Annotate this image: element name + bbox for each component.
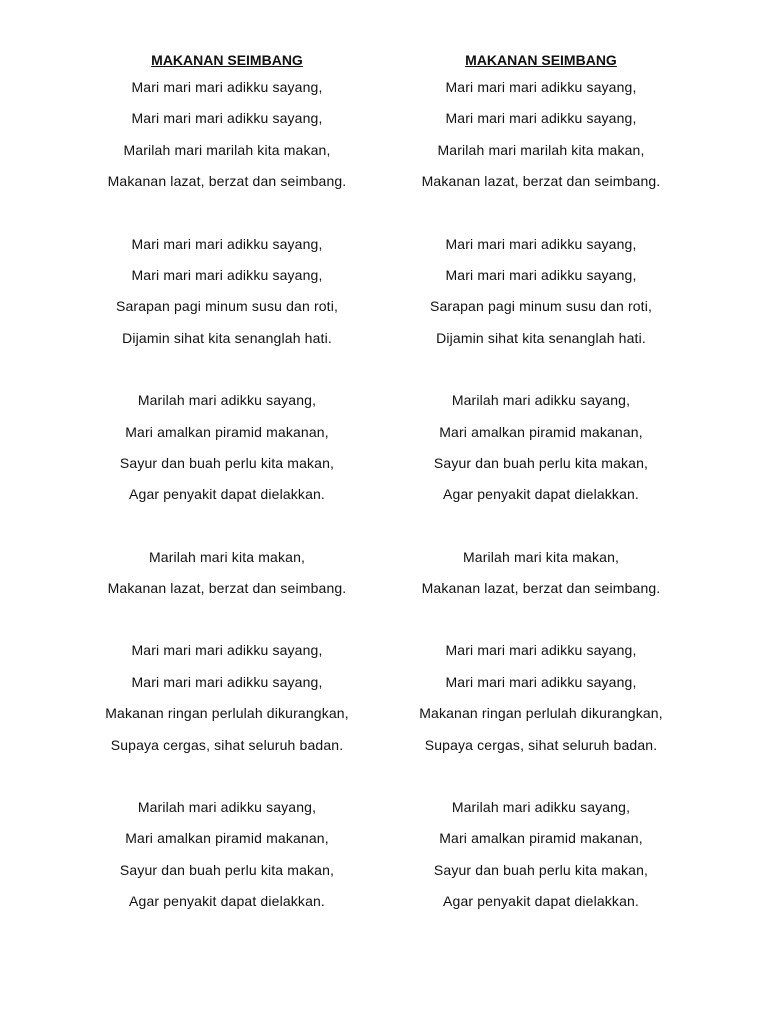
lyric-line: Agar penyakit dapat dielakkan. [443, 893, 639, 910]
lyric-line: Supaya cergas, sihat seluruh badan. [424, 736, 658, 753]
lyric-line: Mari mari mari adikku sayang, [445, 79, 637, 95]
lyric-line: Marilah mari adikku sayang, [451, 392, 631, 409]
lyric-line: Mari mari mari adikku sayang, [445, 235, 637, 252]
lyric-line: Agar penyakit dapat dielakkan. [443, 486, 639, 503]
stanza [62, 546, 392, 609]
lyric-line: Mari mari mari adikku sayang, [445, 266, 637, 283]
lyric-line: Agar penyakit dapat dielakkan. [129, 893, 325, 910]
stanza-list [376, 76, 706, 922]
lyric-line: Makanan ringan perlulah dikurangkan, [105, 705, 349, 722]
lyric-line: Mari mari mari adikku sayang, [445, 110, 637, 127]
lyric-line: Makanan lazat, berzat dan seimbang. [107, 173, 347, 190]
stanza [376, 233, 706, 359]
lyric-line: Sarapan pagi minum susu dan roti, [115, 298, 339, 315]
lyric-line: Dijamin sihat kita senanglah hati. [122, 329, 332, 346]
lyric-line: Marilah mari marilah kita makan, [123, 141, 331, 158]
lyrics-column-right [376, 48, 706, 953]
lyric-line: Mari amalkan piramid makanan, [439, 830, 643, 847]
lyric-line: Marilah mari kita makan, [462, 548, 620, 565]
stanza [62, 389, 392, 515]
stanza [62, 639, 392, 765]
lyric-line: Mari mari mari adikku sayang, [131, 79, 323, 95]
lyric-line: Marilah mari kita makan, [148, 548, 306, 565]
lyric-line: Sarapan pagi minum susu dan roti, [429, 298, 653, 315]
song-title: MAKANAN SEIMBANG [151, 52, 303, 68]
song-title: MAKANAN SEIMBANG [465, 52, 617, 68]
lyric-line: Mari amalkan piramid makanan, [125, 423, 329, 440]
lyric-line: Dijamin sihat kita senanglah hati. [436, 329, 646, 346]
lyric-line: Supaya cergas, sihat seluruh badan. [110, 736, 344, 753]
lyric-line: Makanan ringan perlulah dikurangkan, [419, 705, 663, 722]
lyric-line: Makanan lazat, berzat dan seimbang. [421, 580, 661, 597]
stanza-list [62, 76, 392, 922]
lyric-line: Mari mari mari adikku sayang, [131, 110, 323, 127]
stanza [62, 796, 392, 922]
lyric-line: Mari mari mari adikku sayang, [131, 673, 323, 690]
lyric-line: Sayur dan buah perlu kita makan, [433, 454, 649, 471]
lyric-line: Marilah mari adikku sayang, [137, 799, 317, 816]
lyric-line: Mari mari mari adikku sayang, [131, 642, 323, 659]
stanza [376, 639, 706, 765]
lyric-line: Mari mari mari adikku sayang, [131, 266, 323, 283]
lyric-line: Sayur dan buah perlu kita makan, [119, 861, 335, 878]
lyric-line: Marilah mari marilah kita makan, [437, 141, 645, 158]
lyric-line: Marilah mari adikku sayang, [137, 392, 317, 409]
lyrics-column-left [62, 48, 392, 953]
lyric-line: Mari amalkan piramid makanan, [439, 423, 643, 440]
stanza [62, 233, 392, 359]
stanza [376, 546, 706, 609]
stanza [376, 76, 706, 202]
stanza [376, 796, 706, 922]
lyric-line: Mari amalkan piramid makanan, [125, 830, 329, 847]
lyric-line: Sayur dan buah perlu kita makan, [119, 454, 335, 471]
lyric-line: Mari mari mari adikku sayang, [445, 673, 637, 690]
lyric-line: Makanan lazat, berzat dan seimbang. [421, 173, 661, 190]
lyric-line: Makanan lazat, berzat dan seimbang. [107, 580, 347, 597]
lyric-line: Mari mari mari adikku sayang, [131, 235, 323, 252]
lyric-line: Mari mari mari adikku sayang, [445, 642, 637, 659]
stanza [62, 76, 392, 202]
lyric-line: Marilah mari adikku sayang, [451, 799, 631, 816]
lyric-line: Agar penyakit dapat dielakkan. [129, 486, 325, 503]
lyric-line: Sayur dan buah perlu kita makan, [433, 861, 649, 878]
stanza [376, 389, 706, 515]
